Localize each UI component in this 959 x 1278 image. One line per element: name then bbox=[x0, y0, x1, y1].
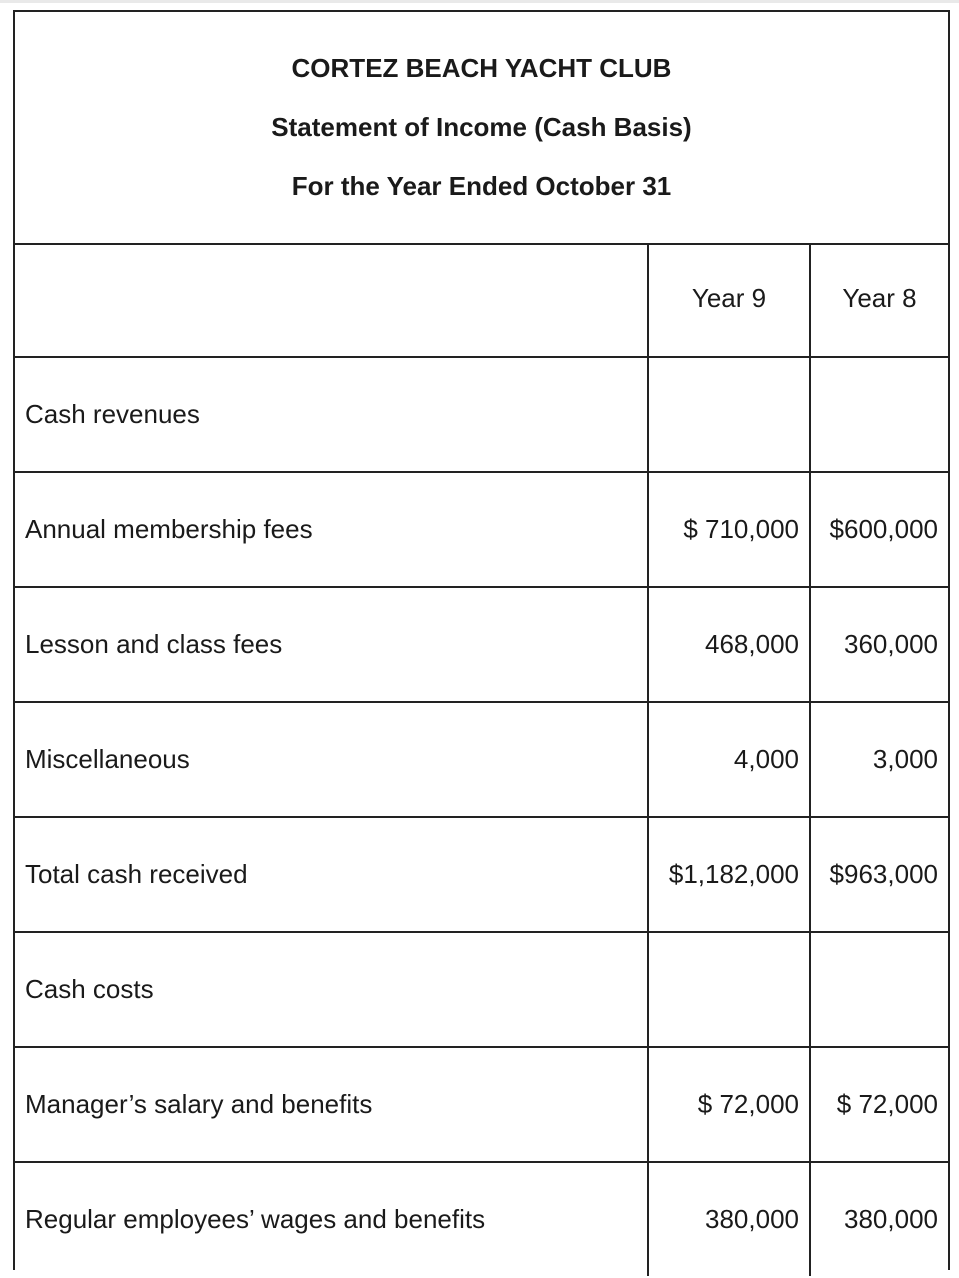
row-value-year8: $600,000 bbox=[829, 514, 938, 544]
row-label: Miscellaneous bbox=[15, 703, 649, 816]
column-header-year9: Year 9 bbox=[649, 243, 811, 356]
company-name: CORTEZ BEACH YACHT CLUB bbox=[291, 53, 672, 83]
row-value-year8: $963,000 bbox=[829, 859, 938, 889]
row-value-year8 bbox=[811, 358, 948, 471]
row-value-year8 bbox=[811, 933, 948, 1046]
row-label: Cash revenues bbox=[15, 358, 649, 471]
row-label: Manager’s salary and benefits bbox=[15, 1048, 649, 1161]
row-value-year9: $1,182,000 bbox=[649, 818, 811, 931]
row-value-year9: $ 72,000 bbox=[649, 1048, 811, 1161]
table-row bbox=[15, 1048, 948, 1163]
table-row bbox=[15, 588, 948, 703]
row-value-year8: 380,000 bbox=[844, 1204, 938, 1234]
column-header-year8: Year 8 bbox=[842, 283, 917, 313]
column-header-label bbox=[15, 243, 649, 356]
table-row bbox=[15, 473, 948, 588]
statement-period: For the Year Ended October 31 bbox=[291, 171, 672, 201]
row-value-year8: 360,000 bbox=[844, 629, 938, 659]
column-header-row bbox=[15, 243, 948, 358]
table-row bbox=[15, 818, 948, 933]
table-row bbox=[15, 358, 948, 473]
table-row bbox=[15, 703, 948, 818]
row-value-year9: 4,000 bbox=[649, 703, 811, 816]
row-label: Regular employees’ wages and benefits bbox=[15, 1163, 649, 1276]
row-label: Cash costs bbox=[15, 933, 649, 1046]
statement-title: Statement of Income (Cash Basis) bbox=[271, 112, 692, 142]
top-edge-strip bbox=[0, 0, 959, 3]
statement-header bbox=[15, 12, 948, 245]
row-label: Lesson and class fees bbox=[15, 588, 649, 701]
table-row bbox=[15, 933, 948, 1048]
row-value-year9: 380,000 bbox=[649, 1163, 811, 1276]
table-row bbox=[15, 1163, 948, 1278]
row-value-year9 bbox=[649, 933, 811, 1046]
row-value-year8: $ 72,000 bbox=[836, 1089, 938, 1119]
row-value-year8: 3,000 bbox=[872, 744, 938, 774]
row-label: Annual membership fees bbox=[15, 473, 649, 586]
row-label: Total cash received bbox=[15, 818, 649, 931]
row-value-year9 bbox=[649, 358, 811, 471]
row-value-year9: 468,000 bbox=[649, 588, 811, 701]
income-statement-table bbox=[13, 10, 950, 1270]
row-value-year9: $ 710,000 bbox=[649, 473, 811, 586]
